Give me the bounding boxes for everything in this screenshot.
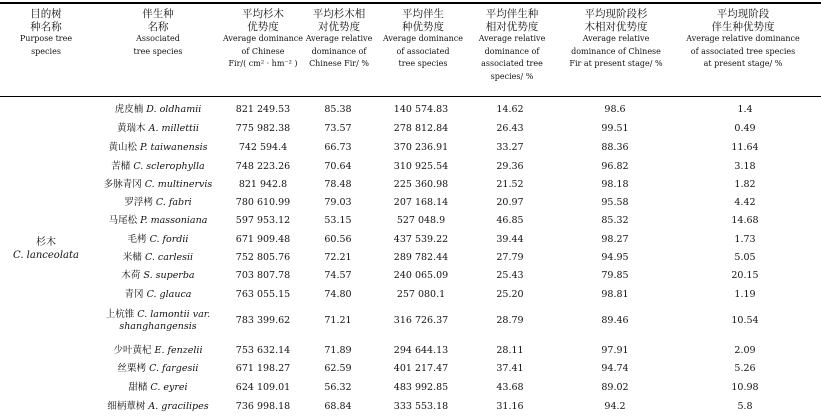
associated-species: [88, 161, 228, 173]
value-cell-2: 74.80: [324, 289, 352, 300]
associated-species: [88, 363, 228, 375]
value-cell-6: 20.15: [731, 270, 759, 281]
value-cell-4: 29.36: [496, 161, 524, 172]
header-cell-1: [6, 8, 86, 58]
value-cell-5: 79.85: [601, 270, 629, 281]
species-sci: C. fargesii: [149, 363, 199, 374]
value-cell-1: 671 198.27: [235, 363, 291, 374]
value-cell-2: 78.48: [324, 179, 352, 190]
value-cell-5: 89.02: [601, 382, 629, 393]
header-en-2: Associated tree species: [133, 34, 183, 56]
value-cell-1: 597 953.12: [235, 215, 291, 226]
value-cell-2: 73.57: [324, 123, 352, 134]
associated-species: [88, 197, 228, 209]
species-sci: A. millettii: [148, 123, 199, 134]
species-sci: C. multinervis: [144, 179, 213, 190]
associated-species: [88, 123, 228, 135]
species-cn: 黄瑞木: [117, 123, 149, 134]
value-cell-1: 763 055.15: [235, 289, 291, 300]
value-cell-4: 31.16: [496, 401, 524, 412]
header-en-6: Average relative dominance of associated tree species/ %: [478, 34, 546, 81]
value-cell-6: 5.8: [737, 401, 753, 412]
value-cell-1: 780 610.99: [235, 197, 291, 208]
value-cell-2: 70.64: [324, 161, 352, 172]
species-cn: 毛栲: [127, 234, 150, 245]
header-en-8: Average relative dominance of associated tree species at present stage/ %: [686, 34, 800, 68]
value-cell-4: 14.62: [496, 104, 524, 115]
value-cell-2: 85.38: [324, 104, 352, 115]
value-cell-3: 316 726.37: [393, 315, 449, 326]
value-cell-5: 85.32: [601, 215, 629, 226]
associated-species: [88, 289, 228, 301]
value-cell-5: 88.36: [601, 142, 629, 153]
species-cn: 上杭锥: [105, 309, 138, 320]
species-cn: 少叶黄杞: [113, 345, 155, 356]
value-cell-1: 736 998.18: [235, 401, 291, 412]
associated-species: [88, 215, 228, 227]
purpose-species-sci: C. lanceolata: [13, 250, 79, 261]
value-cell-4: 27.79: [496, 252, 524, 263]
species-sci-line2: shanghangensis: [119, 321, 197, 332]
species-cn: 米槠: [122, 252, 145, 263]
associated-species: [88, 179, 228, 191]
header-cn-3: 平均杉木 优势度: [242, 8, 284, 33]
value-cell-5: 98.27: [601, 234, 629, 245]
value-cell-6: 5.26: [734, 363, 756, 374]
value-cell-5: 97.91: [601, 345, 629, 356]
species-cn: 马尾松: [108, 215, 141, 226]
species-sci: D. oldhamii: [146, 104, 202, 115]
value-cell-6: 11.64: [731, 142, 759, 153]
associated-species: [88, 309, 228, 333]
species-cn: 木荷: [121, 270, 144, 281]
value-cell-2: 74.57: [324, 270, 352, 281]
value-cell-4: 37.41: [496, 363, 524, 374]
value-cell-3: 278 812.84: [393, 123, 449, 134]
value-cell-3: 310 925.54: [393, 161, 449, 172]
species-sci: S. superba: [143, 270, 195, 281]
value-cell-1: 821 942.8: [238, 179, 288, 190]
value-cell-4: 33.27: [496, 142, 524, 153]
associated-species: [88, 382, 228, 394]
value-cell-6: 14.68: [731, 215, 759, 226]
value-cell-3: 370 236.91: [393, 142, 449, 153]
value-cell-4: 28.11: [496, 345, 524, 356]
value-cell-3: 294 644.13: [393, 345, 449, 356]
species-sci: P. taiwanensis: [140, 142, 208, 153]
species-sci: P. massoniana: [140, 215, 208, 226]
species-sci: C. glauca: [146, 289, 192, 300]
value-cell-5: 98.81: [601, 289, 629, 300]
value-cell-5: 98.6: [604, 104, 626, 115]
value-cell-2: 56.32: [324, 382, 352, 393]
value-cell-4: 21.52: [496, 179, 524, 190]
value-cell-2: 68.84: [324, 401, 352, 412]
species-cn: 虎皮楠: [114, 104, 147, 115]
species-cn: 甜槠: [128, 382, 151, 393]
species-sci: C. eyrei: [150, 382, 188, 393]
value-cell-1: 624 109.01: [235, 382, 291, 393]
value-cell-6: 0.49: [734, 123, 756, 134]
value-cell-5: 94.2: [604, 401, 626, 412]
header-cn-4: 平均杉木相 对优势度: [312, 8, 366, 33]
value-cell-2: 71.21: [324, 315, 352, 326]
value-cell-4: 20.97: [496, 197, 524, 208]
value-cell-4: 39.44: [496, 234, 524, 245]
header-cn-5: 平均伴生 种优势度: [402, 8, 444, 33]
associated-species: [88, 345, 228, 357]
value-cell-3: 207 168.14: [393, 197, 449, 208]
associated-species: [88, 401, 228, 413]
associated-species: [88, 142, 228, 154]
value-cell-4: 25.20: [496, 289, 524, 300]
value-cell-3: 527 048.9: [396, 215, 446, 226]
value-cell-4: 28.79: [496, 315, 524, 326]
header-cn-8: 平均现阶段 伴生种优势度: [711, 8, 775, 33]
species-cn: 罗浮栲: [124, 197, 156, 208]
header-cell-8: [668, 8, 818, 71]
table-header-rule: [0, 96, 821, 97]
purpose-species-cn: 杉木: [36, 237, 56, 248]
value-cell-2: 79.03: [324, 197, 352, 208]
value-cell-6: 1.82: [734, 179, 756, 190]
species-cn: 黄山松: [108, 142, 141, 153]
species-cn: 苦槠: [111, 161, 134, 172]
value-cell-1: 703 807.78: [235, 270, 291, 281]
header-cell-4: [296, 8, 382, 71]
header-cell-5: [376, 8, 470, 71]
species-sci: A. gracilipes: [148, 401, 209, 412]
species-sci: C. fordii: [149, 234, 189, 245]
value-cell-1: 742 594.4: [238, 142, 288, 153]
species-sci: C. sclerophylla: [133, 161, 205, 172]
header-cell-7: [556, 8, 676, 71]
value-cell-6: 1.73: [734, 234, 756, 245]
table-top-rule: [0, 2, 821, 4]
value-cell-5: 96.82: [601, 161, 629, 172]
value-cell-5: 98.18: [601, 179, 629, 190]
header-cn-6: 平均伴生种 相对优势度: [485, 8, 539, 33]
associated-species: [88, 270, 228, 282]
value-cell-1: 753 632.14: [235, 345, 291, 356]
species-cn: 细柄蕈树: [107, 401, 149, 412]
value-cell-2: 62.59: [324, 363, 352, 374]
associated-species: [88, 252, 228, 264]
value-cell-4: 46.85: [496, 215, 524, 226]
header-cell-2: [88, 8, 228, 58]
header-cell-6: [466, 8, 558, 83]
value-cell-6: 5.05: [734, 252, 756, 263]
value-cell-1: 775 982.38: [235, 123, 291, 134]
value-cell-1: 752 805.76: [235, 252, 291, 263]
species-sci: C. carlesii: [144, 252, 194, 263]
value-cell-6: 10.98: [731, 382, 759, 393]
value-cell-3: 401 217.47: [393, 363, 449, 374]
header-cn-2: 伴生种 名称: [142, 8, 174, 33]
value-cell-1: 783 399.62: [235, 315, 291, 326]
species-cn: 青冈: [124, 289, 147, 300]
value-cell-6: 3.18: [734, 161, 756, 172]
value-cell-5: 89.46: [601, 315, 629, 326]
value-cell-2: 71.89: [324, 345, 352, 356]
value-cell-1: 748 223.26: [235, 161, 291, 172]
value-cell-4: 43.68: [496, 382, 524, 393]
value-cell-1: 821 249.53: [235, 104, 291, 115]
value-cell-5: 99.51: [601, 123, 629, 134]
value-cell-6: 1.4: [737, 104, 753, 115]
value-cell-3: 333 553.18: [393, 401, 449, 412]
species-sci: E. fenzelii: [154, 345, 203, 356]
header-cn-7: 平均现阶段杉 木相对优势度: [584, 8, 648, 33]
value-cell-6: 2.09: [734, 345, 756, 356]
value-cell-1: 671 909.48: [235, 234, 291, 245]
header-en-5: Average dominance of associated tree species: [382, 34, 464, 68]
associated-species: [88, 104, 228, 116]
value-cell-5: 94.95: [601, 252, 629, 263]
value-cell-6: 4.42: [734, 197, 756, 208]
value-cell-5: 95.58: [601, 197, 629, 208]
value-cell-3: 483 992.85: [393, 382, 449, 393]
value-cell-4: 25.43: [496, 270, 524, 281]
header-cn-1: 目的树 种名称: [30, 8, 62, 33]
value-cell-3: 289 782.44: [393, 252, 449, 263]
value-cell-6: 10.54: [731, 315, 759, 326]
value-cell-3: 240 065.09: [393, 270, 449, 281]
value-cell-2: 72.21: [324, 252, 352, 263]
purpose-species-cell: [6, 236, 86, 262]
value-cell-6: 1.19: [734, 289, 756, 300]
value-cell-2: 53.15: [324, 215, 352, 226]
header-en-1: Purpose tree species: [19, 34, 73, 56]
value-cell-5: 94.74: [601, 363, 629, 374]
species-sci: C. fabri: [155, 197, 192, 208]
header-en-3: Average dominance of Chinese Fir/( cm² · hm⁻² ): [222, 34, 304, 68]
value-cell-2: 66.73: [324, 142, 352, 153]
value-cell-4: 26.43: [496, 123, 524, 134]
value-cell-3: 257 080.1: [396, 289, 446, 300]
species-cn: 丝栗栲: [117, 363, 150, 374]
value-cell-3: 437 539.22: [393, 234, 449, 245]
header-en-7: Average relative dominance of Chinese Fir at present stage/ %: [569, 34, 663, 68]
header-en-4: Average relative dominance of Chinese Fir/ %: [305, 34, 373, 68]
value-cell-3: 225 360.98: [393, 179, 449, 190]
value-cell-3: 140 574.83: [393, 104, 449, 115]
species-cn: 多脉青冈: [103, 179, 145, 190]
associated-species: [88, 234, 228, 246]
value-cell-2: 60.56: [324, 234, 352, 245]
species-sci: C. lamontii var.: [137, 309, 211, 320]
